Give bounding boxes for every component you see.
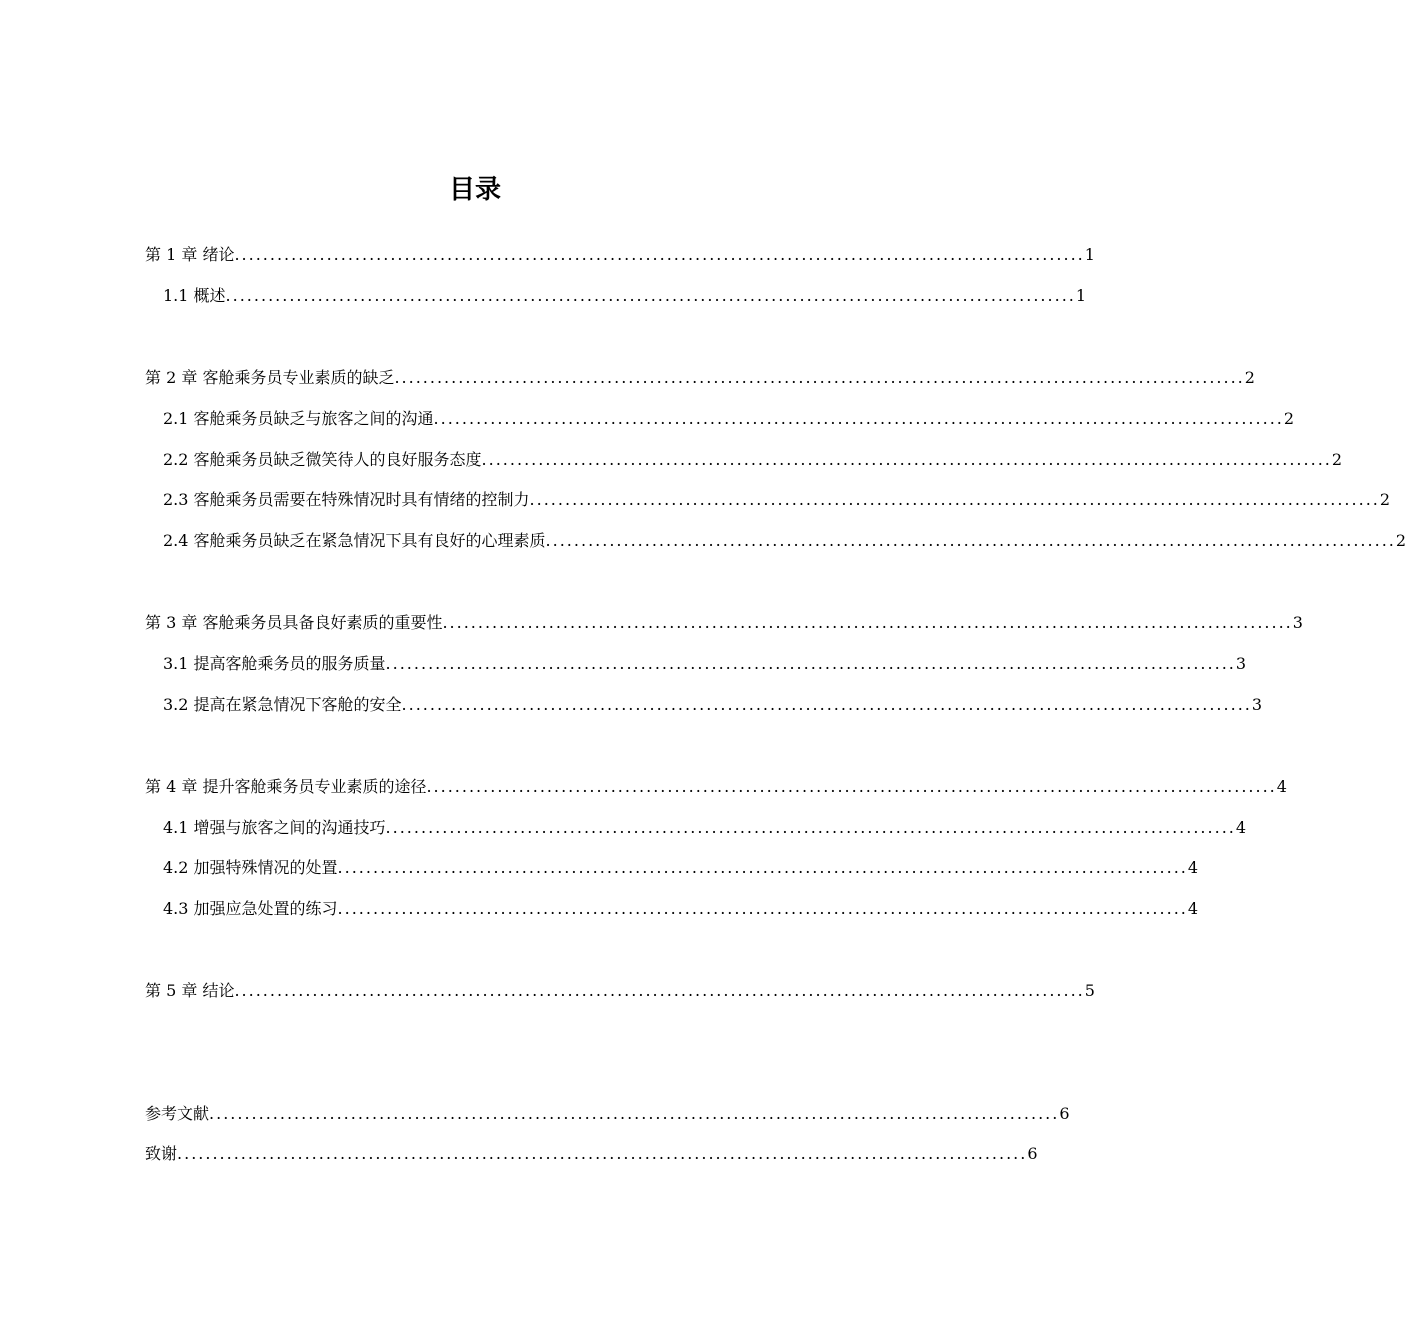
toc-page-number: 3 <box>1292 613 1303 632</box>
toc-entry-references[interactable] <box>145 1103 1070 1125</box>
toc-entry-text: 2.4 客舱乘务员缺乏在紧急情况下具有良好的心理素质 <box>163 531 546 550</box>
toc-leader-dots: ........................................................................................................................ <box>394 368 1245 387</box>
toc-entry-text: 4.3 加强应急处置的练习 <box>163 899 338 918</box>
toc-entry-text: 4.2 加强特殊情况的处置 <box>163 858 338 877</box>
toc-page-number: 1 <box>1075 286 1087 305</box>
toc-entry-chapter-3[interactable] <box>145 612 1303 634</box>
toc-entry-text: 4.1 增强与旅客之间的沟通技巧 <box>163 818 386 837</box>
toc-entry-text: 第 2 章 客舱乘务员专业素质的缺乏 <box>145 368 395 387</box>
toc-page-number: 4 <box>1187 858 1199 877</box>
toc-entry-acknowledgements[interactable] <box>145 1143 1038 1165</box>
toc-entry-text: 2.2 客舱乘务员缺乏微笑待人的良好服务态度 <box>163 450 482 469</box>
toc-entry-text: 第 3 章 客舱乘务员具备良好素质的重要性 <box>145 613 443 632</box>
toc-leader-dots: ........................................................................................................................ <box>209 1104 1060 1123</box>
toc-entry-section-2-3[interactable] <box>163 489 1391 511</box>
toc-entry-text: 参考文献 <box>145 1104 210 1123</box>
toc-entry-text: 3.1 提高客舱乘务员的服务质量 <box>163 654 386 673</box>
toc-leader-dots: ........................................................................................................................ <box>426 777 1277 796</box>
toc-page-number: 2 <box>1283 409 1295 428</box>
toc-leader-dots: ........................................................................................................................ <box>481 450 1332 469</box>
toc-entry-section-1-1[interactable] <box>163 285 1087 307</box>
toc-page-number: 1 <box>1084 245 1095 264</box>
toc-entry-chapter-1[interactable] <box>145 244 1095 266</box>
toc-entry-text: 1.1 概述 <box>163 286 226 305</box>
toc-leader-dots: ........................................................................................................................ <box>385 654 1236 673</box>
toc-page-number: 2 <box>1244 368 1255 387</box>
toc-leader-dots: ........................................................................................................................ <box>385 818 1236 837</box>
toc-page-number: 4 <box>1276 777 1287 796</box>
toc-leader-dots: ........................................................................................................................ <box>225 286 1076 305</box>
toc-entry-text: 2.1 客舱乘务员缺乏与旅客之间的沟通 <box>163 409 434 428</box>
toc-leader-dots: ........................................................................................................................ <box>433 409 1284 428</box>
toc-entry-section-4-2[interactable] <box>163 857 1199 879</box>
toc-leader-dots: ........................................................................................................................ <box>177 1144 1028 1163</box>
toc-entry-section-3-2[interactable] <box>163 694 1263 716</box>
toc-page-number: 3 <box>1235 654 1247 673</box>
toc-entry-chapter-5[interactable] <box>145 980 1095 1002</box>
toc-page-number: 2 <box>1395 531 1406 550</box>
page-title: 目录 <box>448 175 501 205</box>
toc-entry-chapter-2[interactable] <box>145 367 1255 389</box>
toc-entry-chapter-4[interactable] <box>145 776 1287 798</box>
toc-entry-section-4-3[interactable] <box>163 898 1199 920</box>
toc-leader-dots: ........................................................................................................................ <box>337 858 1188 877</box>
toc-entry-text: 2.3 客舱乘务员需要在特殊情况时具有情绪的控制力 <box>163 490 530 509</box>
toc-leader-dots: ........................................................................................................................ <box>337 899 1188 918</box>
toc-leader-dots: ........................................................................................................................ <box>401 695 1252 714</box>
toc-entry-text: 第 4 章 提升客舱乘务员专业素质的途径 <box>145 777 427 796</box>
toc-entry-section-2-1[interactable] <box>163 408 1295 430</box>
toc-entry-text: 3.2 提高在紧急情况下客舱的安全 <box>163 695 402 714</box>
toc-entry-section-4-1[interactable] <box>163 817 1247 839</box>
toc-page-number: 4 <box>1187 899 1199 918</box>
toc-page-number: 2 <box>1379 490 1391 509</box>
toc-entry-text: 第 5 章 结论 <box>145 981 235 1000</box>
toc-page-number: 4 <box>1235 818 1247 837</box>
toc-page-number: 6 <box>1027 1144 1038 1163</box>
toc-leader-dots: ........................................................................................................................ <box>529 490 1380 509</box>
toc-entry-section-2-4[interactable] <box>163 530 1406 552</box>
toc-page-number: 5 <box>1084 981 1095 1000</box>
toc-leader-dots: ........................................................................................................................ <box>545 531 1396 550</box>
toc-entry-section-3-1[interactable] <box>163 653 1247 675</box>
toc-leader-dots: ........................................................................................................................ <box>442 613 1293 632</box>
toc-entry-section-2-2[interactable] <box>163 449 1343 471</box>
toc-entry-text: 致谢 <box>145 1144 178 1163</box>
toc-page-number: 2 <box>1331 450 1343 469</box>
toc-entry-text: 第 1 章 绪论 <box>145 245 235 264</box>
toc-page-number: 6 <box>1059 1104 1070 1123</box>
toc-leader-dots: ........................................................................................................................ <box>234 981 1085 1000</box>
toc-leader-dots: ........................................................................................................................ <box>234 245 1085 264</box>
toc-page-number: 3 <box>1251 695 1263 714</box>
